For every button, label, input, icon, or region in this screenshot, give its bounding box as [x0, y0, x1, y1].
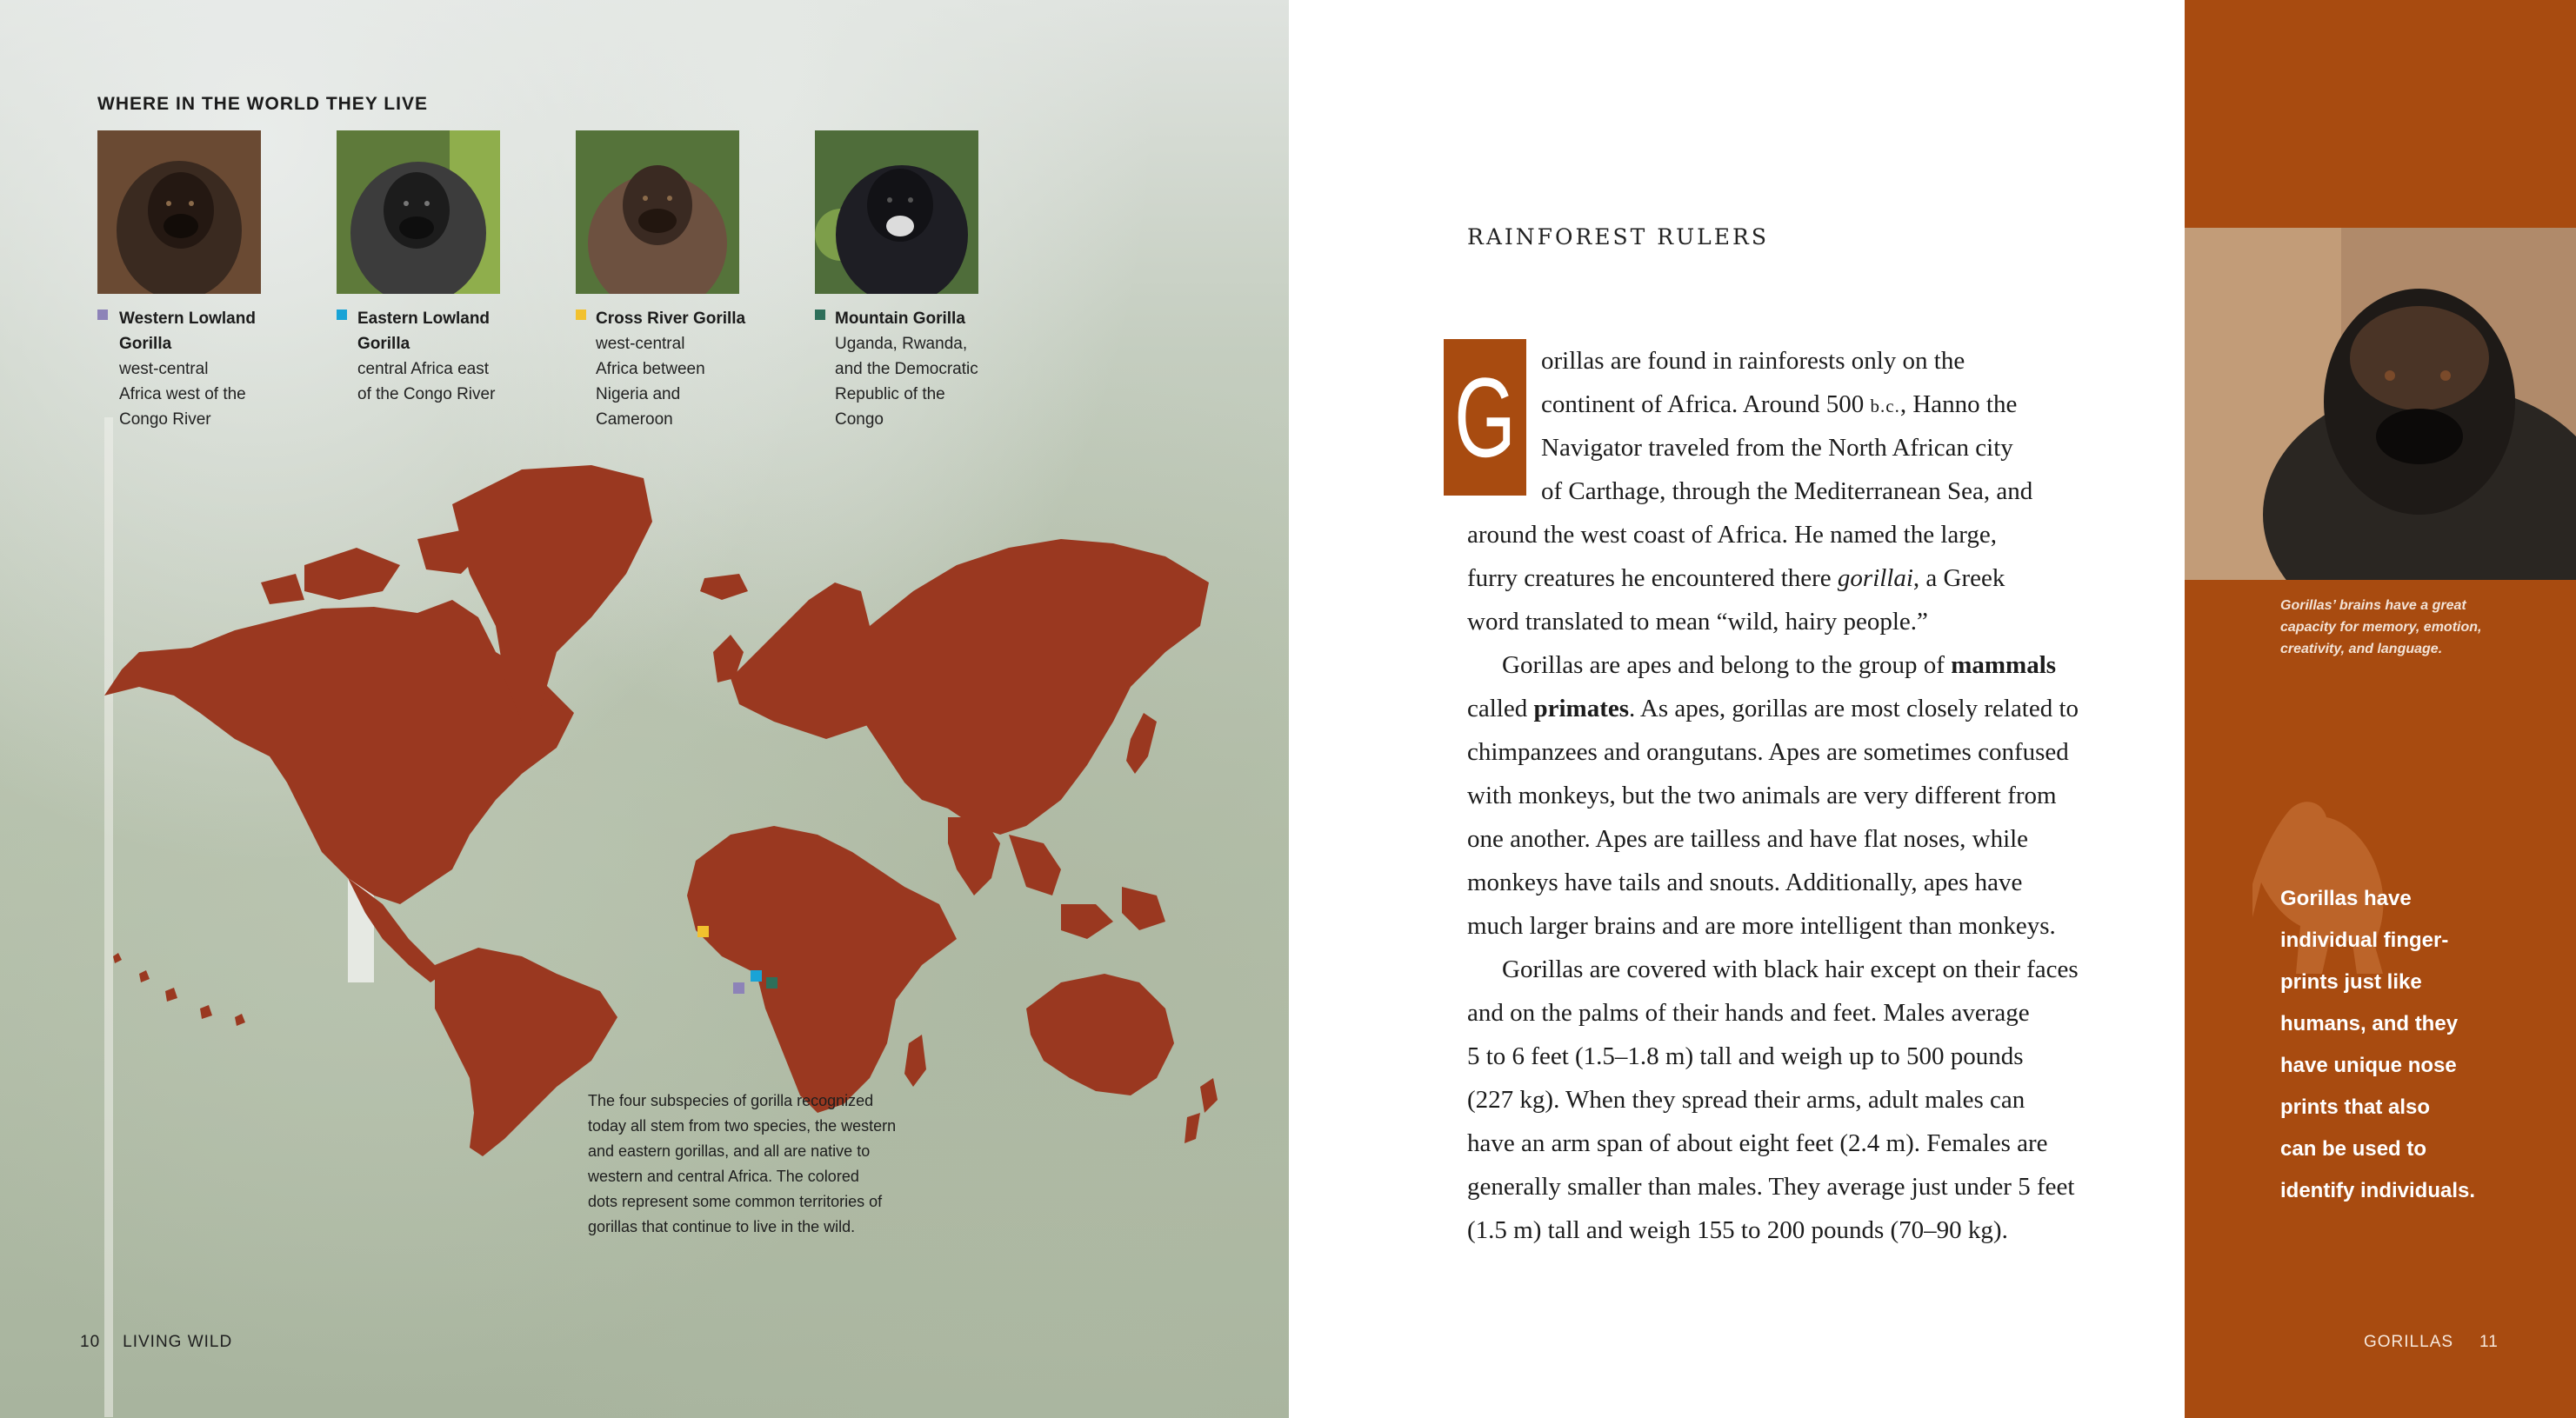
mountain-desc: Uganda, Rwanda, and the Democratic Republic of the Congo: [835, 335, 978, 429]
body-text: orillas are found in rainforests only on the continent of Africa. Around 500 b.c., Hanno the Navigator traveled from the North African city of Carthage, through the Mediterranean Sea, and around the west coast of Africa. He named the large, furry creatures he encountered there gorillai, a Greek word translated to mean “wild, hairy people.” Gorillas are apes and belong to the group of mammals called primates. As apes, gorillas are most closely related to chimpanzees and orangutans. Apes are sometimes confused with monkeys, but the two animals are very different from one another. Apes are tailless and have flat noses, while monkeys have tails and snouts. Additionally, apes have much larger brains and are more intelligent than monkeys. Gorillas are covered with black hair except on their faces and on the palms of their hands and feet. Males average 5 to 6 feet (1.5–1.8 m) tall and weigh up to 500 pounds (227 kg). When they spread their arms, adult males can have an arm span of about eight feet (2.4 m). Females are generally smaller than males. They average just under 5 feet (1.5 m) tall and weigh 155 to 200 pounds (70–90 kg).: [1467, 347, 2079, 1244]
pacific-islands: [113, 953, 245, 1026]
cross-river-dot: [697, 926, 709, 937]
eastern-lowland-gorilla-photo: [337, 130, 500, 294]
southeast-asia: [1009, 835, 1165, 939]
mountain-dot: [766, 977, 777, 989]
canada-islands: [261, 530, 487, 604]
mountain-gorilla-photo: [815, 130, 978, 294]
cross-river-color-square: [576, 310, 586, 320]
eastern-lowland-color-square: [337, 310, 347, 320]
cross-river-name: Cross River Gorilla: [596, 310, 746, 328]
gorilla-closeup-photo: [2185, 228, 2576, 580]
mountain-name: Mountain Gorilla: [835, 310, 965, 328]
western-lowland-dot: [733, 982, 744, 994]
asia: [852, 539, 1209, 835]
section-label: WHERE IN THE WORLD THEY LIVE: [97, 94, 428, 114]
continents: [104, 465, 1218, 1156]
chapter-title: RAINFOREST RULERS: [1467, 224, 1769, 250]
madagascar: [904, 1035, 926, 1087]
japan: [1126, 713, 1157, 774]
right-page: [1289, 0, 2185, 1418]
right-folio: GORILLAS 11: [2364, 1333, 2499, 1351]
sidebar: [2185, 0, 2576, 1418]
eastern-lowland-dot: [751, 970, 762, 982]
australia: [1026, 974, 1174, 1095]
fact-text: Gorillas have individual finger- prints just like humans, and they have unique nose prints that also can be used to identify individuals.: [2280, 887, 2476, 1202]
western-lowland-color-square: [97, 310, 108, 320]
left-folio: 10 LIVING WILD: [80, 1333, 233, 1351]
new-zealand: [1185, 1078, 1218, 1143]
western-lowland-desc: west-central Africa west of the Congo River: [119, 360, 246, 429]
western-lowland-name: Western Lowland Gorilla: [119, 310, 256, 353]
western-lowland-gorilla-photo: [97, 130, 261, 294]
mountain-color-square: [815, 310, 825, 320]
iceland: [700, 574, 748, 600]
cross-river-gorilla-photo: [576, 130, 739, 294]
map-caption: The four subspecies of gorilla recognized today all stem from two species, the western and eastern gorillas, and all are native to western and central Africa. The colored dots represent some common territories of gorillas that continue to live in the wild.: [588, 1092, 897, 1235]
photo-caption: Gorillas’ brains have a great capacity for memory, emotion, creativity, and language.: [2280, 598, 2482, 656]
eastern-lowland-name: Eastern Lowland Gorilla: [357, 310, 491, 353]
world-map: [87, 452, 1218, 1165]
eastern-lowland-desc: central Africa east of the Congo River: [357, 360, 496, 403]
cross-river-desc: west-central Africa between Nigeria and Cameroon: [596, 335, 705, 429]
drop-cap: G: [1444, 339, 1526, 496]
